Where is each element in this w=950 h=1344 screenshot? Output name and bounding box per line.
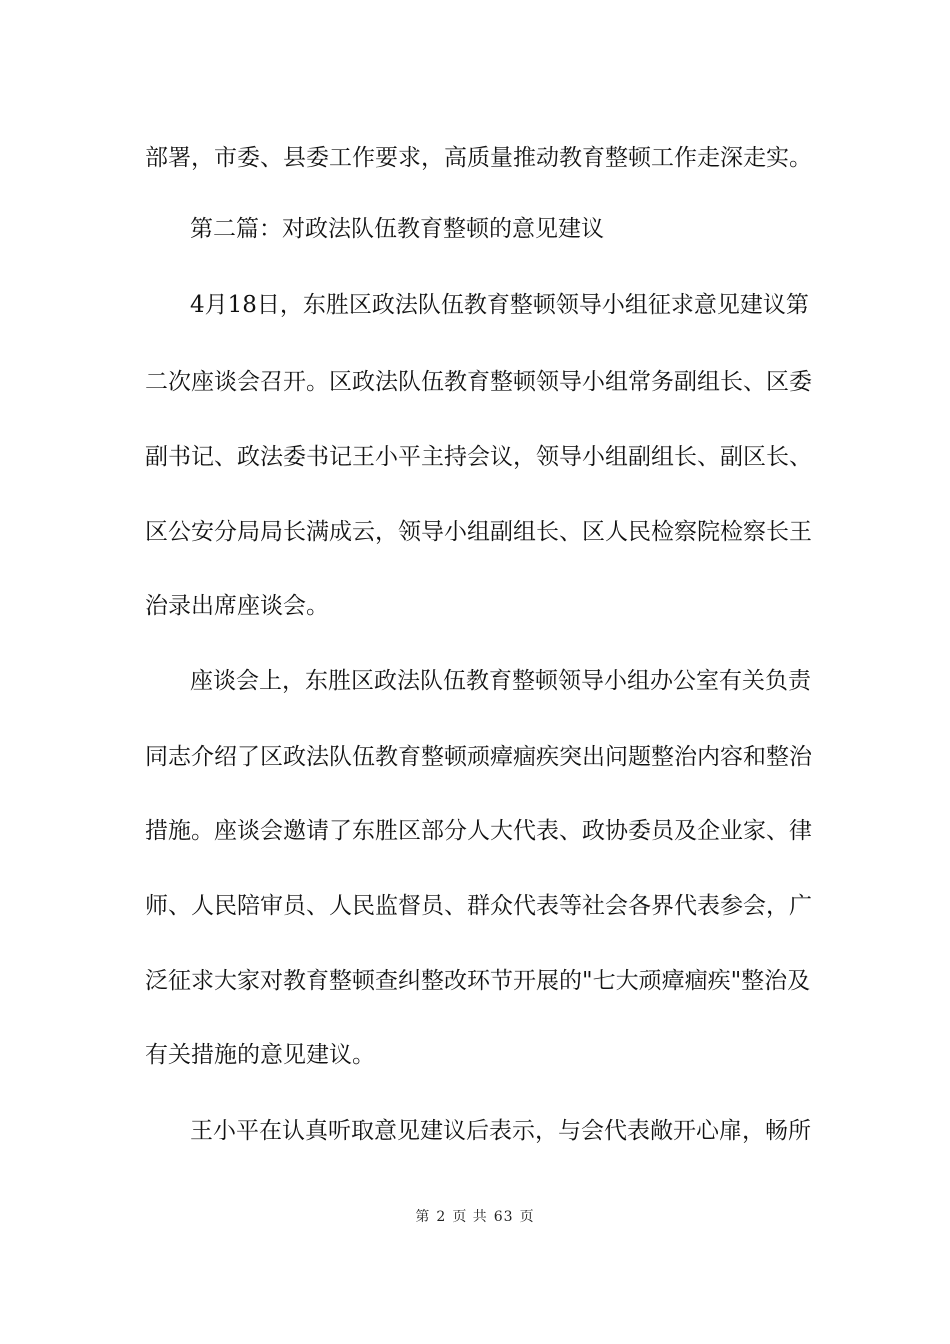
body-text-line: 4月18日，东胜区政法队伍教育整顿领导小组征求意见建议第 [190, 292, 809, 318]
body-text-line: 部署，市委、县委工作要求，高质量推动教育整顿工作走深走实。 [145, 145, 812, 171]
footer-current-page: 2 [436, 1209, 447, 1225]
body-text-line: 区公安分局局长满成云，领导小组副组长、区人民检察院检察长王 [145, 519, 812, 545]
body-text-line: 师、人民陪审员、人民监督员、群众代表等社会各界代表参会，广 [145, 893, 812, 919]
body-text-line: 同志介绍了区政法队伍教育整顿顽瘴痼疾突出问题整治内容和整治 [145, 744, 812, 770]
section-heading: 第二篇：对政法队伍教育整顿的意见建议 [190, 216, 604, 242]
body-text-line: 措施。座谈会邀请了东胜区部分人大代表、政协委员及企业家、律 [145, 818, 812, 844]
body-text-line: 二次座谈会召开。区政法队伍教育整顿领导小组常务副组长、区委 [145, 369, 812, 395]
body-text-line: 座谈会上，东胜区政法队伍教育整顿领导小组办公室有关负责 [190, 668, 811, 694]
body-text-line: 治录出席座谈会。 [145, 593, 329, 619]
footer-total-pages: 63 [493, 1209, 514, 1225]
footer-prefix: 第 [415, 1209, 431, 1225]
page-number-footer [0, 1208, 950, 1226]
footer-middle: 页 共 [452, 1209, 488, 1225]
body-text-line: 有关措施的意见建议。 [145, 1042, 375, 1068]
body-text-line: 副书记、政法委书记王小平主持会议，领导小组副组长、副区长、 [145, 444, 812, 470]
body-text-line: 王小平在认真听取意见建议后表示，与会代表敞开心扉，畅所 [190, 1118, 811, 1144]
body-text-line: 泛征求大家对教育整顿查纠整改环节开展的"七大顽瘴痼疾"整治及 [145, 968, 811, 994]
footer-suffix: 页 [519, 1209, 535, 1225]
